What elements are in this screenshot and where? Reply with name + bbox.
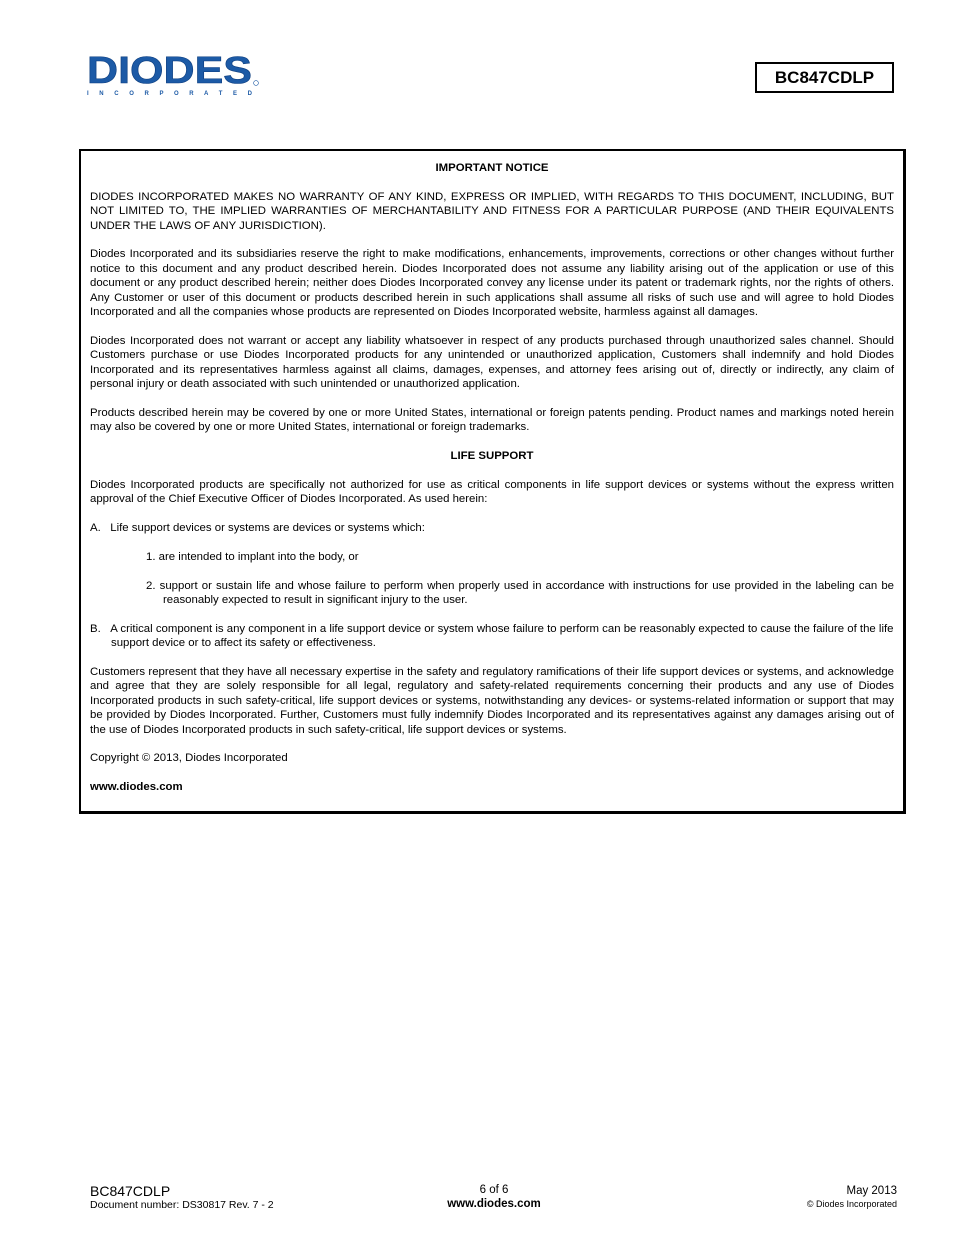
life-support-item-b: B. A critical component is any component in a life support device or system whose failure to perform can be reasonably expected to cause the failure of the life support device or to affect its safety or effectiveness.	[90, 622, 894, 650]
life-support-title: LIFE SUPPORT	[450, 450, 534, 463]
notice-patents-paragraph: Products described herein may be covered by one or more United States, international or foreign patents pending. Product names and markings noted herein may also be covered by one or more United States, international or foreign trademarks.	[90, 406, 894, 434]
footer-part-number: BC847CDLP	[90, 1183, 171, 1199]
diodes-logo-graphic	[86, 50, 262, 98]
footer-document-number: Document number: DS30817 Rev. 7 - 2	[90, 1199, 274, 1211]
registered-mark-icon	[254, 81, 259, 86]
important-notice-title: IMPORTANT NOTICE	[435, 162, 549, 174]
footer-copyright: © Diodes Incorporated	[806, 1199, 897, 1209]
logo-wordmark: DIODES	[87, 50, 253, 92]
important-notice-box	[79, 149, 906, 814]
life-support-subitem-2: 2. support or sustain life and whose failure to perform when properly used in accordance with instructions for use provided in the labeling can be reasonably expected to result in significant injury to the user.	[146, 579, 894, 607]
footer-center	[394, 1183, 594, 1211]
footer-page-number: 6 of 6	[479, 1184, 509, 1196]
header-part-number: BC847CDLP	[755, 62, 894, 93]
copyright-line: Copyright © 2013, Diodes Incorporated	[90, 752, 288, 765]
life-support-customers-paragraph: Customers represent that they have all necessary expertise in the safety and regulatory ramifications of their life support devices or systems, and acknowledge and agree that they are solely responsible for all legal, regulatory and safety-related requirements concerning their products and any use of Diodes Incorporated products in such safety-critical, life support devices or systems, notwithstanding any devices- or systems-related information or support that may be provided by Diodes Incorporated. Further, Customers must fully indemnify Diodes Incorporated and its representatives against any damages arising out of the use of Diodes Incorporated products in such safety-critical, life support devices or systems.	[90, 666, 894, 736]
life-support-subitem-1: 1. are intended to implant into the body, or	[146, 550, 359, 563]
diodes-logo	[86, 50, 262, 98]
website-link[interactable]: www.diodes.com	[90, 781, 183, 794]
footer-date: May 2013	[846, 1185, 897, 1197]
footer-left	[90, 1183, 274, 1212]
footer-website-link[interactable]: www.diodes.com	[447, 1198, 541, 1210]
life-support-item-a: A. Life support devices or systems are devices or systems which:	[90, 522, 425, 535]
logo-subtitle: I N C O R P O R A T E D	[87, 91, 252, 97]
life-support-intro-paragraph: Diodes Incorporated products are specifically not authorized for use as critical components in life support devices or systems without the express written approval of the Chief Executive Officer of Diodes Incorporated. As used herein:	[90, 478, 894, 506]
notice-modifications-paragraph: Diodes Incorporated and its subsidiaries reserve the right to make modifications, enhancements, improvements, corrections or other changes without further notice to this document and any product described herein. Diodes Incorporated does not assume any liability arising out of the application or use of this document or any product described herein; neither does Diodes Incorporated convey any license under its patent or trademark rights, nor the rights of others. Any Customer or user of this document or products described herein in such applications shall assume all risks of such use and will agree to hold Diodes Incorporated and all the companies whose products are represented on Diodes Incorporated website, harmless against all damages.	[90, 248, 894, 319]
footer-right	[807, 1184, 897, 1210]
notice-liability-paragraph: Diodes Incorporated does not warrant or accept any liability whatsoever in respect of any products purchased through unauthorized sales channel. Should Customers purchase or use Diodes Incorporated products for any unintended or unauthorized application, Customers shall indemnify and hold Diodes Incorporated and its representatives harmless against all claims, damages, expenses, and attorney fees arising out of, directly or indirectly, any claim of personal injury or death associated with such unintended or unauthorized application.	[90, 334, 894, 391]
notice-warranty-paragraph: DIODES INCORPORATED MAKES NO WARRANTY OF ANY KIND, EXPRESS OR IMPLIED, WITH REGARDS TO THIS DOCUMENT, INCLUDING, BUT NOT LIMITED TO, THE IMPLIED WARRANTIES OF MERCHANTABILITY AND FITNESS FOR A PARTICULAR PURPOSE (AND THEIR EQUIVALENTS UNDER THE LAWS OF ANY JURISDICTION).	[90, 190, 894, 232]
